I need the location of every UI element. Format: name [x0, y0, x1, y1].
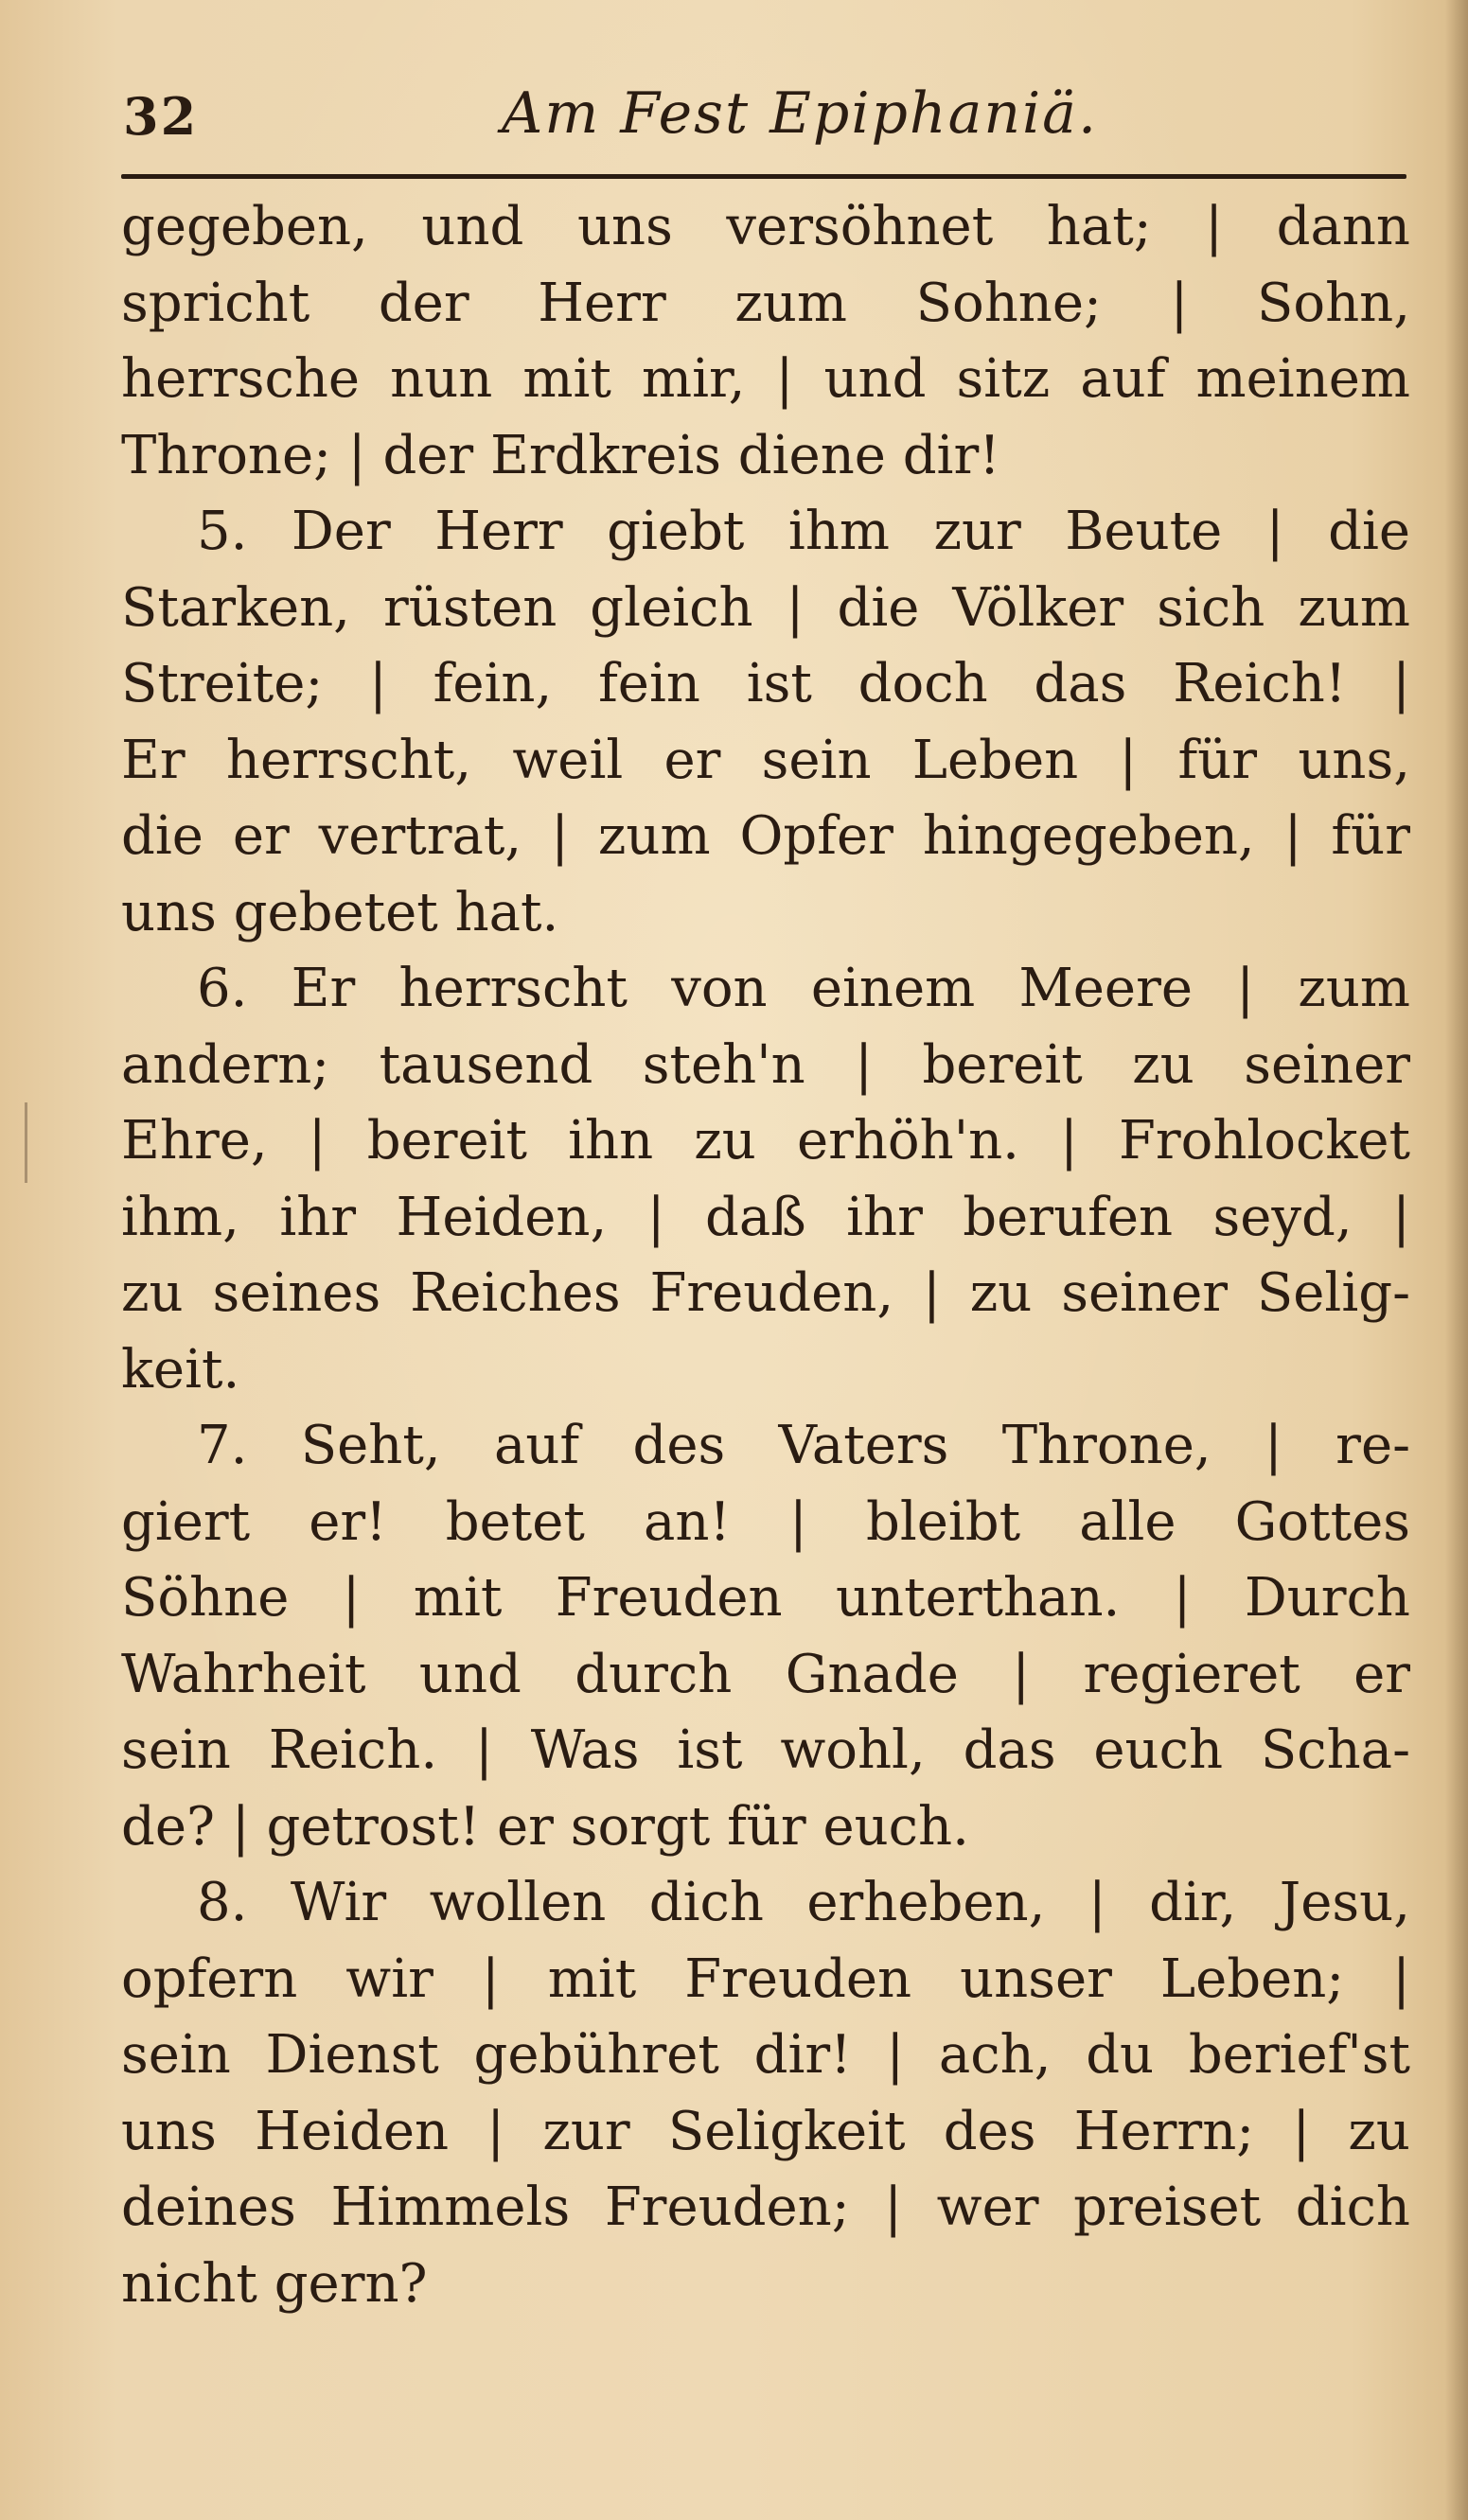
text-line: herrsche nun mit mir, | und sitz auf meinem	[121, 348, 1410, 410]
text-line: sein Dienst gebühret dir! | ach, du berief'st	[121, 2024, 1410, 2086]
text-line: uns gebetet hat.	[121, 881, 559, 943]
text-line: Streite; | fein, fein ist doch das Reich! |	[121, 653, 1410, 714]
text-line: ihm, ihr Heiden, | daß ihr berufen seyd, |	[121, 1186, 1410, 1248]
page-edge-shadow	[1445, 0, 1468, 2520]
text-line: sein Reich. | Was ist wohl, das euch Scha-	[121, 1719, 1410, 1781]
text-line: uns Heiden | zur Seligkeit des Herrn; | zu	[121, 2100, 1410, 2162]
stanza-start-8: 8. Wir wollen dich erheben, | dir, Jesu,	[197, 1872, 1410, 1933]
text-line: spricht der Herr zum Sohne; | Sohn,	[121, 272, 1410, 334]
text-line: Er herrscht, weil er sein Leben | für uns,	[121, 729, 1410, 791]
header-rule	[121, 174, 1406, 179]
text-line: zu seines Reiches Freuden, | zu seiner Selig-	[121, 1262, 1410, 1324]
margin-mark	[25, 1102, 27, 1183]
text-line: opfern wir | mit Freuden unser Leben; |	[121, 1947, 1410, 2010]
text-line: deines Himmels Freuden; | wer preiset dich	[121, 2176, 1410, 2238]
page-number: 32	[123, 86, 199, 147]
text-line: andern; tausend steh'n | bereit zu seiner	[121, 1033, 1410, 1096]
text-line: Throne; | der Erdkreis diene dir!	[121, 424, 1000, 486]
text-line: keit.	[121, 1338, 240, 1401]
stanza-start-7: 7. Seht, auf des Vaters Throne, | re-	[197, 1415, 1410, 1476]
text-line: Starken, rüsten gleich | die Völker sich zum	[121, 576, 1410, 639]
page-header	[123, 80, 1401, 156]
text-line: Wahrheit und durch Gnade | regieret er	[121, 1643, 1410, 1705]
stanza-start-5: 5. Der Herr giebt ihm zur Beute | die	[197, 501, 1410, 562]
stanza-start-6: 6. Er herrscht von einem Meere | zum	[197, 958, 1410, 1019]
text-line: Söhne | mit Freuden unterthan. | Durch	[121, 1567, 1410, 1629]
text-line: Ehre, | bereit ihn zu erhöh'n. | Frohlocket	[121, 1110, 1410, 1172]
text-line: nicht gern?	[121, 2252, 428, 2315]
text-line: de? | getrost! er sorgt für euch.	[121, 1795, 969, 1858]
text-line: die er vertrat, | zum Opfer hingegeben, | für	[121, 805, 1410, 867]
text-line: giert er! betet an! | bleibt alle Gottes	[121, 1490, 1410, 1553]
text-line: gegeben, und uns versöhnet hat; | dann	[121, 196, 1410, 257]
hymn-text	[121, 189, 1410, 2322]
running-head: Am Fest Epiphaniä.	[502, 80, 1099, 147]
